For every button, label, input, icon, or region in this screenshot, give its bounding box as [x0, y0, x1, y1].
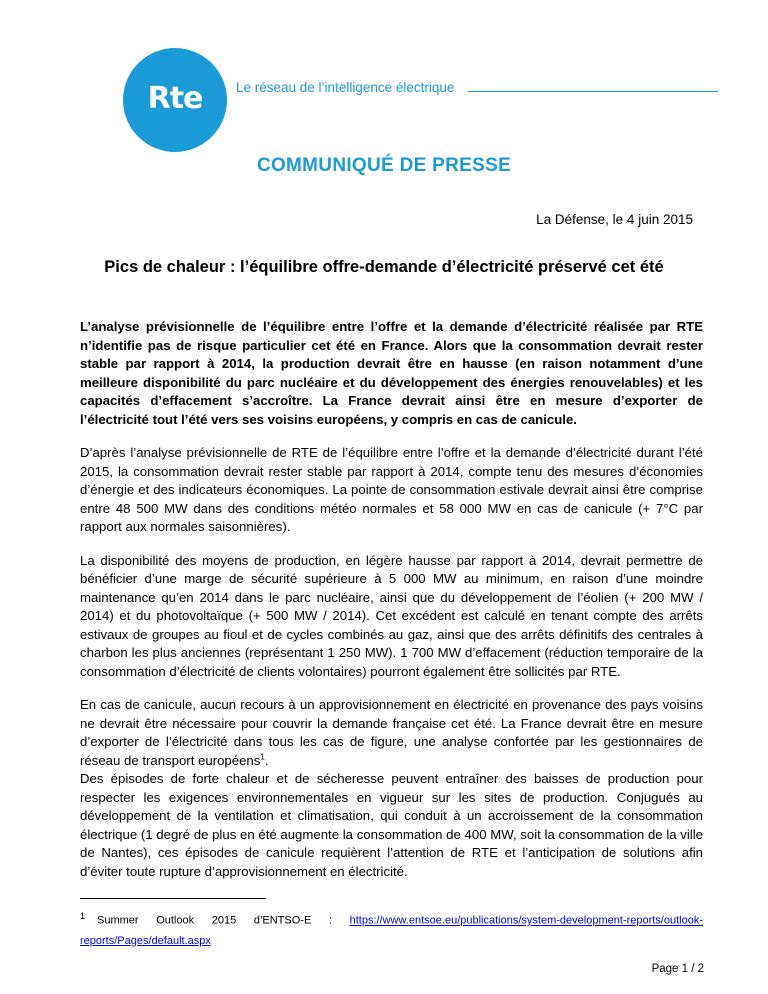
date-line: La Défense, le 4 juin 2015: [536, 212, 693, 227]
paragraph-consumption: D’après l’analyse prévisionnelle de RTE de l’équilibre entre l’offre et la demande d’électricité durant l’été 2015, la consommation devrait rester stable par rapport à 2014, compte tenu des mesures d’économies d’énergie et des indicateurs économiques. La pointe de consommation estivale devrait ainsi être comprise entre 48 500 MW dans des conditions météo normales et 58 000 MW en cas de canicule (+ 7°C par rapport aux normales saisonnières).: [80, 445, 703, 534]
footnote-number: 1: [80, 911, 86, 921]
footnote-separator: [80, 898, 266, 899]
header-rule: [468, 91, 718, 92]
lead-paragraph: L’analyse prévisionnelle de l’équilibre entre l’offre et la demande d’électricité réalisée par RTE n’identifie pas de risque particulier cet été en France. Alors que la consommation devrait rester stable par rapport à 2014, la production devrait être en hausse (en raison notamment d’une meilleure disponibilité du parc nucléaire et du développement des énergies renouvelables) et les capacités d’effacement s’accroître. La France devrait ainsi être en mesure d’exporter de l’électricité tout l’été vers ses voisins européens, y compris en cas de canicule.: [80, 319, 703, 427]
headline: Pics de chaleur : l’équilibre offre-demande d’électricité préservé cet été: [104, 258, 664, 276]
press-release-title: COMMUNIQUÉ DE PRESSE: [256, 155, 512, 176]
paragraph-heatwave-end: .: [264, 752, 269, 768]
paragraph-drought: Des épisodes de forte chaleur et de sécheresse peuvent entraîner des baisses de production pour respecter les exigences environnementales en vigueur sur les sites de production. Conjugués au développement de la ventilation et climatisation, qui conduit à un accroissement de la consommation électrique (1 degré de plus en été augmente la consommation de 400 MW, soit la consommation de la ville de Nantes), ces épisodes de canicule requièrent l’attention de RTE et l’anticipation de solutions afin d’éviter toute rupture d’approvisionnement en électricité.: [80, 771, 703, 879]
footnote-link[interactable]: https://www.entsoe.eu/publications/system-development-reports/outlook-reports/Pages/default.aspx: [80, 914, 703, 947]
rte-logo: [123, 48, 227, 152]
logo-text: Rte: [147, 80, 203, 116]
page-number: Page 1 / 2: [651, 963, 704, 975]
logo-circle: [123, 48, 227, 152]
footnote-text: Summer Outlook 2015 d’ENTSO-E :: [97, 914, 350, 927]
paragraph-heatwave-text: En cas de canicule, aucun recours à un approvisionnement en électricité en provenance des pays voisins ne devrait être nécessaire pour couvrir la demande française cet été. La France devrait être en mesure d’exporter de l’électricité dans tous les cas de figure, une analyse confortée par les gestionnaires de réseau de transport européens: [80, 697, 703, 768]
paragraph-heatwave: [80, 696, 703, 770]
tagline: Le réseau de l’intelligence électrique: [236, 80, 455, 95]
footnote: [80, 906, 703, 951]
body-text: [80, 318, 703, 896]
footnote-ref[interactable]: 1: [260, 752, 265, 762]
paragraph-production: La disponibilité des moyens de production, en légère hausse par rapport à 2014, devrait permettre de bénéficier d’une marge de sécurité supérieure à 5 000 MW au minimum, en raison d’une moindre maintenance qu’en 2014 dans le parc nucléaire, ainsi que du développement de l’éolien (+ 200 MW / 2014) et du photovoltaïque (+ 500 MW / 2014). Cet excédent est calculé en tenant compte des arrêts estivaux de groupes au fioul et de cycles combinés au gaz, ainsi que des arrêts définitifs des centrales à charbon les plus anciennes (représentant 1 250 MW). 1 700 MW d’effacement (réduction temporaire de la consommation d’électricité de clients volontaires) pourront également être sollicités par RTE.: [80, 552, 703, 679]
